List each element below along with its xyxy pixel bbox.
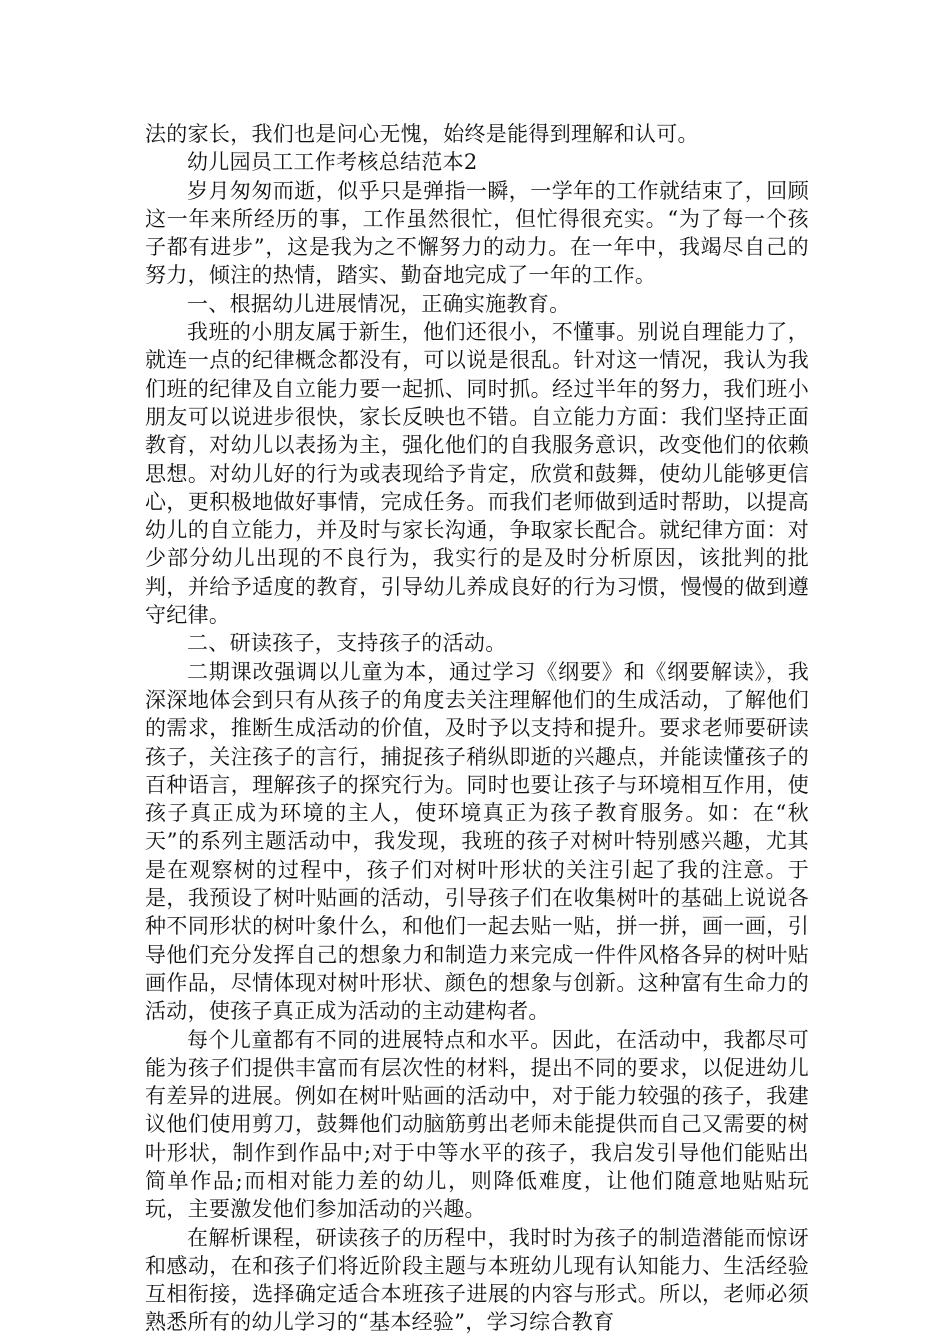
paragraph-intro: 岁月匆匆而逝，似乎只是弹指一瞬，一学年的工作就结束了，回顾这一年来所经历的事，工作虽然很忙，但忙得很充实。“为了每一个孩子都有进步”，这是我为之不懈努力的动力。在一年中，我竭尽自己的努力，倾注的热情，踏实、勤奋地完成了一年的工作。	[145, 178, 809, 288]
heading-two: 二、研读孩子，支持孩子的活动。	[187, 631, 507, 656]
paragraph-curriculum: 二期课改强调以儿童为本，通过学习《纲要》和《纲要解读》，我深深地体会到只有从孩子的角度去关注理解他们的生成活动，了解他们的需求，推断生成活动的价值，及时予以支持和提升。要求老师要研读孩子，关注孩子的言行，捕捉孩子稍纵即逝的兴趣点，并能读懂孩子的百种语言，理解孩子的探究行为。同时也要让孩子与环境相互作用，使孩子真正成为环境的主人，使环境真正为孩子教育服务。如：在“秋天”的系列主题活动中，我发现，我班的孩子对树叶特别感兴趣，尤其是在观察树的过程中，孩子们对树叶形状的关注引起了我的注意。于是，我预设了树叶贴画的活动，引导孩子们在收集树叶的基础上说说各种不同形状的树叶象什么，和他们一起去贴一贴，拼一拼，画一画，引导他们充分发挥自己的想象力和制造力来完成一件件风格各异的树叶贴画作品，尽情体现对树叶形状、颜色的想象与创新。这种富有生命力的活动，使孩子真正成为活动的主动建构者。	[145, 659, 809, 1024]
paragraph-continuation: 法的家长，我们也是问心无愧，始终是能得到理解和认可。	[145, 122, 699, 146]
document-body	[145, 120, 809, 1337]
paragraph-differentiation: 每个儿童都有不同的进展特点和水平。因此，在活动中，我都尽可能为孩子们提供丰富而有层次性的材料，提出不同的要求，以促进幼儿有差异的进展。例如在树叶贴画的活动中，对于能力较强的孩子，我建议他们使用剪刀，鼓舞他们动脑筋剪出老师未能提供而自己又需要的树叶形状，制作到作品中;对于中等水平的孩子，我启发引导他们能贴出简单作品;而相对能力差的幼儿，则降低难度，让他们随意地贴贴玩玩，主要激发他们参加活动的兴趣。	[145, 1027, 809, 1222]
paragraph-discipline: 我班的小朋友属于新生，他们还很小，不懂事。别说自理能力了，就连一点的纪律概念都没有，可以说是很乱。针对这一情况，我认为我们班的纪律及自立能力要一起抓、同时抓。经过半年的努力，我们班小朋友可以说进步很快，家长反映也不错。自立能力方面：我们坚持正面教育，对幼儿以表扬为主，强化他们的自我服务意识，改变他们的依赖思想。对幼儿好的行为或表现给予肯定，欣赏和鼓舞，使幼儿能够更信心，更积极地做好事情，完成任务。而我们老师做到适时帮助，以提高幼儿的自立能力，并及时与家长沟通，争取家长配合。就纪律方面：对少部分幼儿出现的不良行为，我实行的是及时分析原因，该批判的批判，并给予适度的教育，引导幼儿养成良好的行为习惯，慢慢的做到遵守纪律。	[145, 320, 809, 628]
heading-one: 一、根据幼儿进展情况，正确实施教育。	[187, 291, 571, 316]
section-title: 幼儿园员工工作考核总结范本2	[187, 150, 478, 175]
paragraph-reflection: 在解析课程，研读孩子的历程中，我时时为孩子的制造潜能而惊讶和感动，在和孩子们将近阶段主题与本班幼儿现有认知能力、生活经验互相衔接，选择确定适合本班孩子进展的内容与形式。所以，老师必须熟悉所有的幼儿学习的“基本经验”，学习综合教育	[145, 1225, 809, 1335]
